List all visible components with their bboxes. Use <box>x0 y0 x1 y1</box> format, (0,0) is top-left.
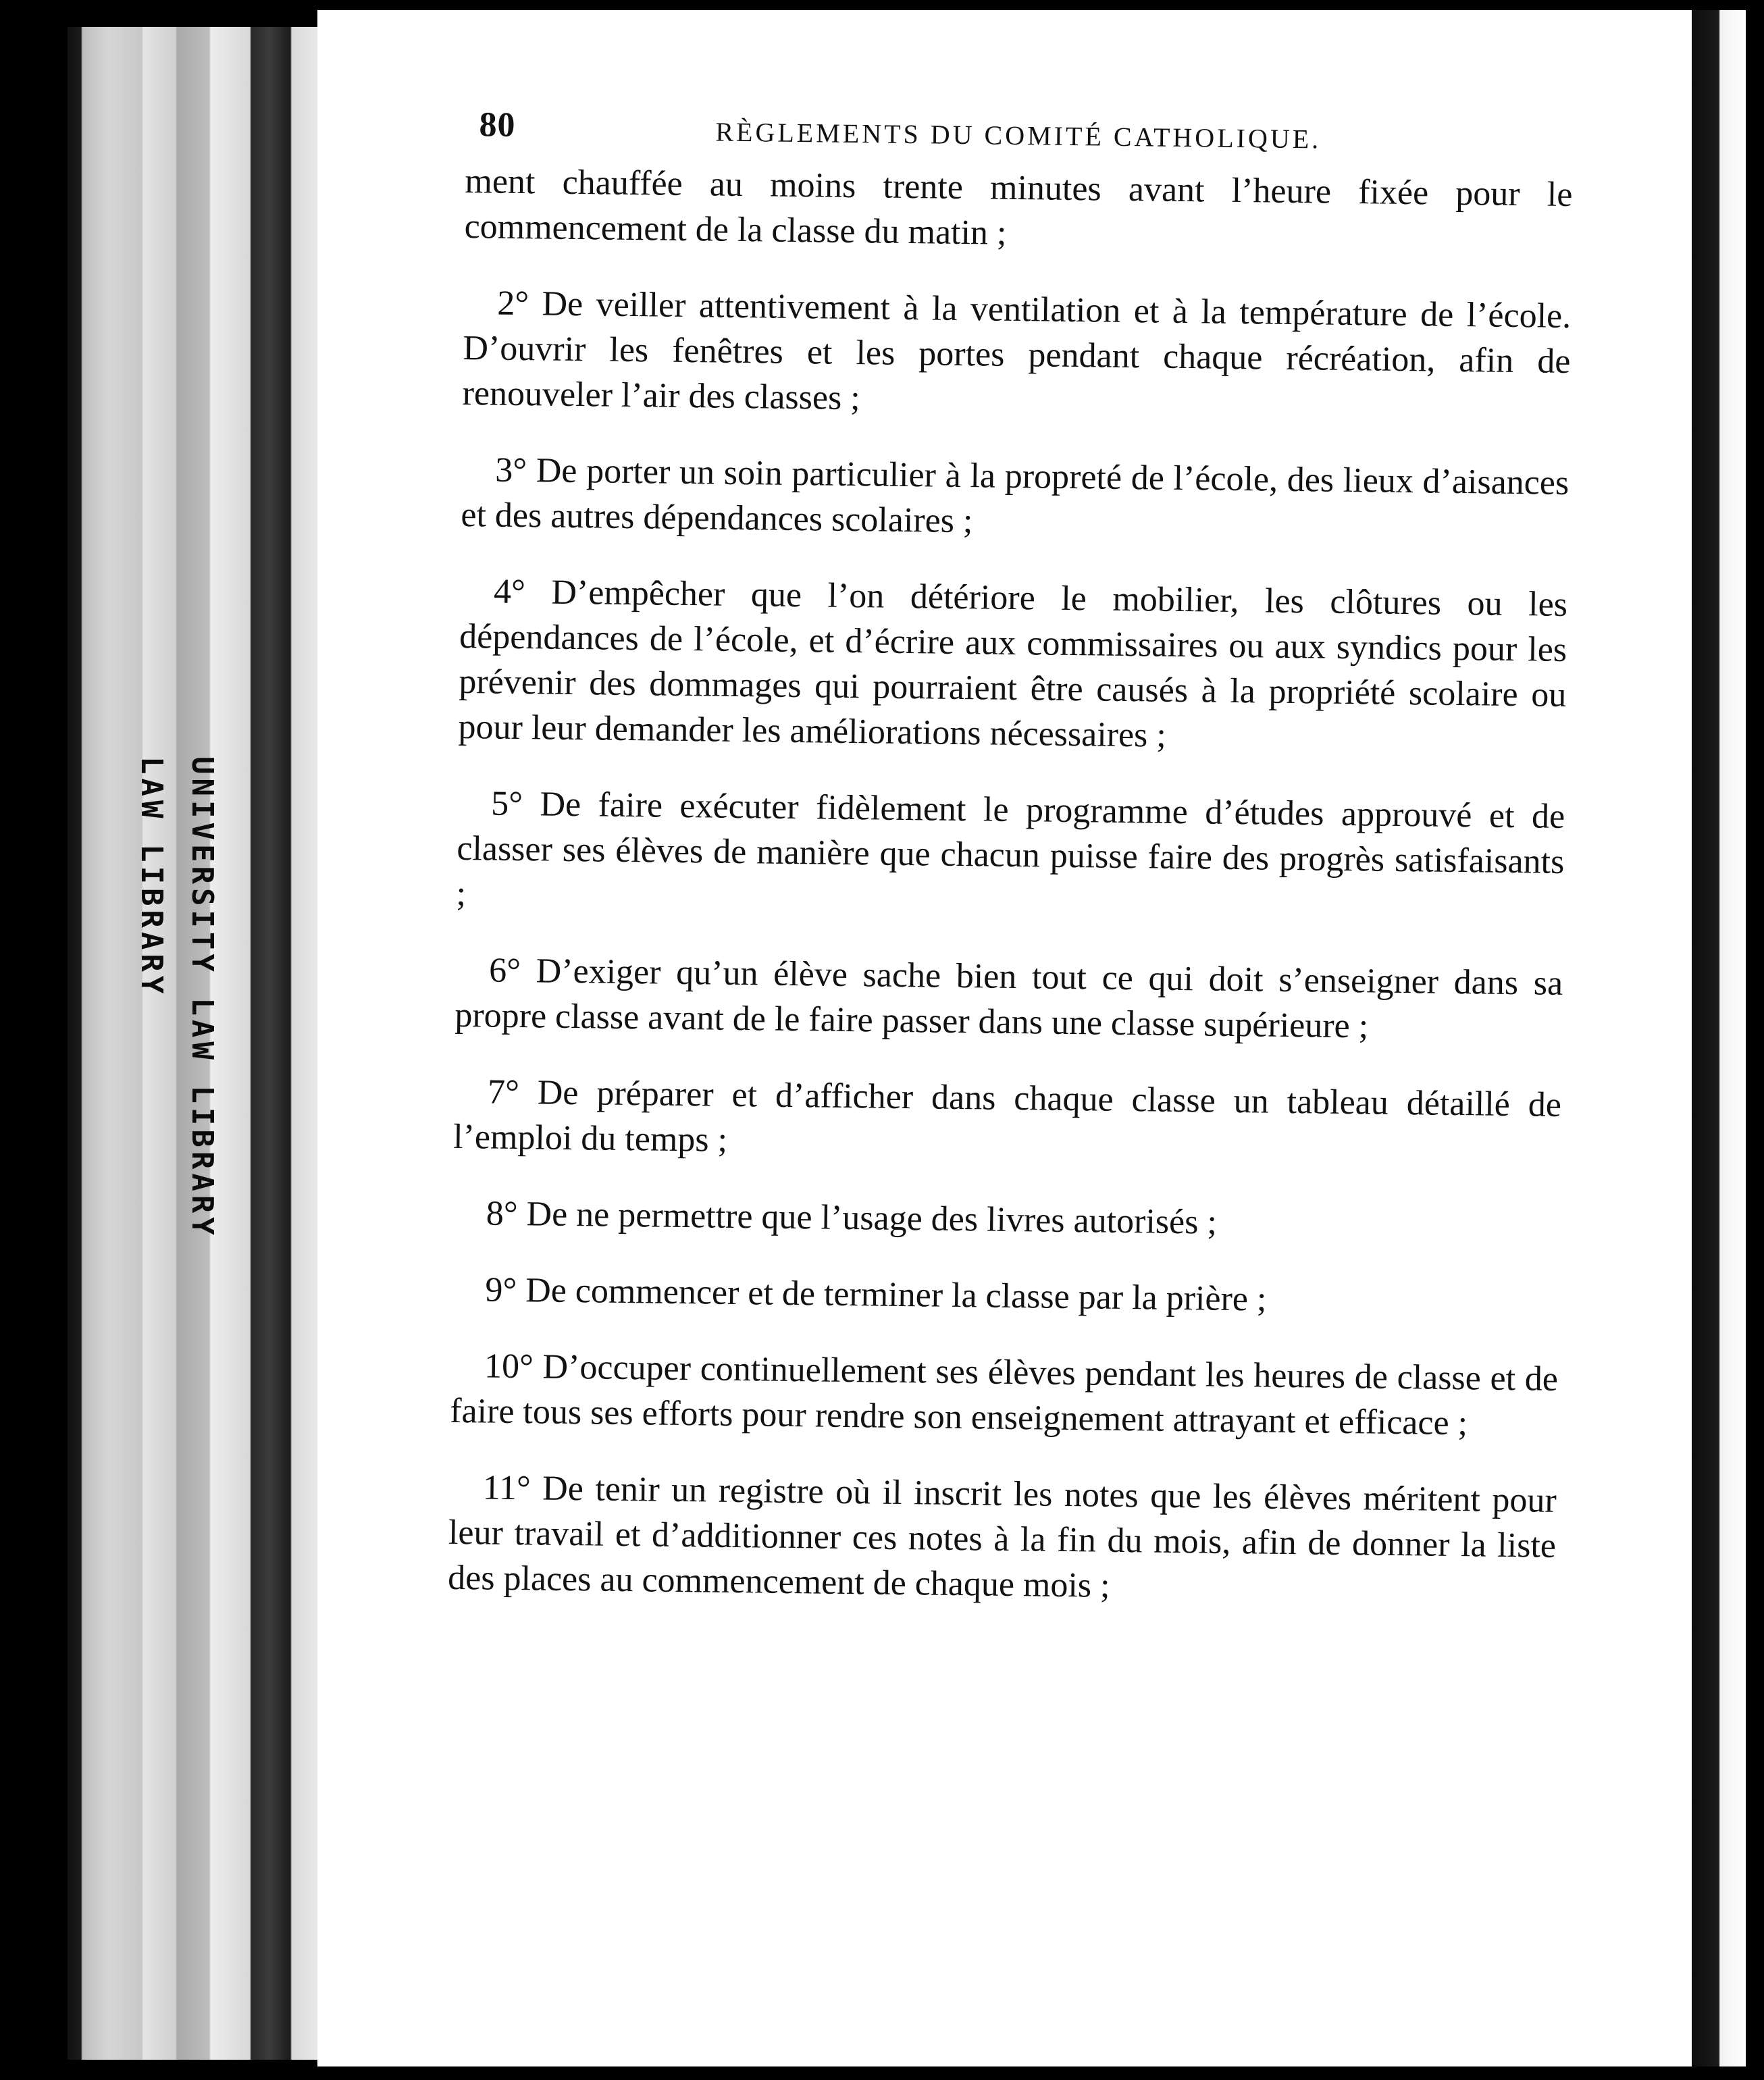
paragraph-item-8: 8° De ne permettre que l’usage des livres autorisés ; <box>486 1194 1218 1242</box>
edge-stamp-line: UNIVERSITY LAW LIBRARY <box>185 756 219 1239</box>
paragraph-item-2: 2° De veiller attentivement à la ventilation et à la température de l’école. D’ouvrir les fenêtres et les portes pendant chaque récréation, afin de renouveler l’air des classes ; <box>462 284 1572 418</box>
edge-stamp-line: LAW LIBRARY <box>134 756 169 998</box>
paragraph-item-9: 9° De commencer et de terminer la classe par la prière ; <box>485 1270 1267 1319</box>
library-edge-stamp <box>128 756 243 1661</box>
running-title: RÈGLEMENTS DU COMITÉ CATHOLIQUE. <box>715 116 1322 155</box>
page-body <box>448 159 1573 1614</box>
paragraph-item-4: 4° D’empêcher que l’on détériore le mobilier, les clôtures ou les dépendances de l’école, et d’écrire aux commissaires ou aux syndics pour les prévenir des dommages qui pourraient être causés à la propriété scolaire ou pour leur demander les améliorations nécessaires ; <box>458 572 1568 755</box>
right-page-edge <box>1692 10 1746 2066</box>
paragraph-item-7: 7° De préparer et d’afficher dans chaque classe un tableau détaillé de l’emploi du temps ; <box>452 1072 1562 1160</box>
paragraph-continuation: ment chauffée au moins trente minutes avant l’heure fixée pour le commencement de la classe du matin ; <box>464 161 1573 253</box>
page-text-block <box>447 98 1574 1645</box>
paragraph-item-5: 5° De faire exécuter fidèlement le programme d’études approuvé et de classer ses élèves de manière que chacun puisse faire des progrès satisfaisants ; <box>456 784 1565 914</box>
paragraph-item-6: 6° D’exiger qu’un élève sache bien tout ce qui doit s’enseigner dans sa propre classe avant de le faire passer dans une classe supérieure ; <box>455 951 1563 1046</box>
paragraph-item-3: 3° De porter un soin particulier à la propreté de l’école, des lieux d’aisances et des autres dépendances scolaires ; <box>461 450 1570 541</box>
book-page <box>317 10 1692 2066</box>
paragraph-item-10: 10° D’occuper continuellement ses élèves pendant les heures de classe et de faire tous ses efforts pour rendre son enseignement attrayant et efficace ; <box>449 1347 1559 1443</box>
paragraph-item-11: 11° De tenir un registre où il inscrit les notes que les élèves méritent pour leur travail et d’additionner ces notes à la fin du mois, afin de donner la liste des places au commencement de chaque mois ; <box>447 1468 1557 1605</box>
page-number: 80 <box>479 105 516 145</box>
